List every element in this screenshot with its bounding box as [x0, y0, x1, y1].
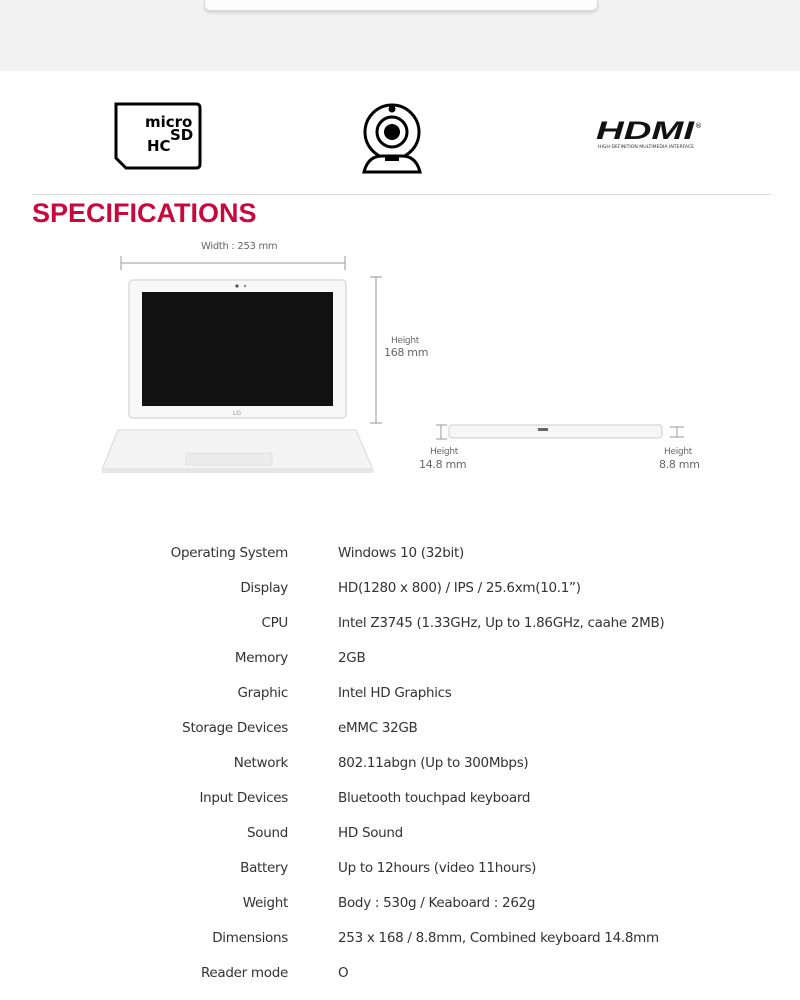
spec-value: Intel HD Graphics	[338, 685, 452, 701]
section-divider	[32, 194, 771, 195]
specifications-heading: SPECIFICATIONS	[32, 198, 257, 228]
spec-value: Bluetooth touchpad keyboard	[338, 790, 531, 806]
microsd-text-micro: micro	[145, 113, 193, 131]
spec-label: Network	[233, 755, 288, 771]
spec-row	[0, 965, 800, 1000]
spec-value: HD(1280 x 800) / IPS / 25.6xm(10.1”)	[338, 580, 581, 596]
spec-label: Reader mode	[200, 965, 288, 981]
spec-value: 253 x 168 / 8.8mm, Combined keyboard 14.8mm	[338, 930, 659, 946]
spec-label: Weight	[242, 895, 288, 911]
hdmi-tagline: HIGH-DEFINITION MULTIMEDIA INTERFACE	[598, 144, 695, 149]
spec-row	[0, 650, 800, 685]
spec-row	[0, 755, 800, 790]
spec-row	[0, 545, 800, 580]
spec-value: eMMC 32GB	[338, 720, 418, 736]
spec-value: Intel Z3745 (1.33GHz, Up to 1.86GHz, caahe 2MB)	[338, 615, 665, 631]
height-dimension-label: Height	[391, 336, 419, 346]
spec-value: Windows 10 (32bit)	[338, 545, 464, 561]
spec-value: Body : 530g / Keaboard : 262g	[338, 895, 536, 911]
spec-row	[0, 615, 800, 650]
height-dimension-value: 168 mm	[384, 346, 429, 359]
tablet-height-value: 8.8 mm	[659, 458, 700, 471]
keyboard-height-value: 14.8 mm	[419, 458, 467, 471]
spec-label: CPU	[261, 615, 288, 631]
tablet-bottom-edge-image	[204, 0, 598, 11]
product-image-band	[0, 0, 800, 71]
spec-label: Battery	[240, 860, 288, 876]
hdmi-logo-text: HDMI	[596, 118, 696, 145]
microsd-hc-icon	[112, 102, 202, 170]
spec-label: Graphic	[237, 685, 288, 701]
keyboard-height-label: Height	[430, 447, 458, 457]
spec-value: O	[338, 965, 349, 981]
tablet-height-label: Height	[664, 447, 692, 457]
width-dimension-label: Width : 253 mm	[201, 241, 278, 252]
spec-value: 802.11abgn (Up to 300Mbps)	[338, 755, 529, 771]
spec-value: Up to 12hours (video 11hours)	[338, 860, 537, 876]
spec-row	[0, 895, 800, 930]
hdmi-trademark: ®	[695, 122, 702, 130]
spec-label: Operating System	[170, 545, 288, 561]
webcam-icon	[358, 100, 430, 174]
spec-label: Memory	[234, 650, 288, 666]
microsd-text-hc: HC	[147, 137, 171, 155]
spec-label: Sound	[246, 825, 288, 841]
spec-label: Dimensions	[212, 930, 288, 946]
spec-row	[0, 825, 800, 860]
spec-value: 2GB	[338, 650, 366, 666]
spec-row	[0, 685, 800, 720]
spec-label: Display	[240, 580, 288, 596]
spec-row	[0, 790, 800, 825]
spec-row	[0, 860, 800, 895]
spec-value: HD Sound	[338, 825, 403, 841]
spec-row	[0, 930, 800, 965]
spec-row	[0, 720, 800, 755]
dimension-diagram	[0, 232, 800, 482]
spec-label: Storage Devices	[182, 720, 288, 736]
spec-row	[0, 580, 800, 615]
microsd-text-sd: SD	[170, 126, 194, 144]
spec-label: Input Devices	[199, 790, 288, 806]
hdmi-logo	[594, 118, 706, 150]
diagram-brand-text: LG	[233, 410, 241, 417]
